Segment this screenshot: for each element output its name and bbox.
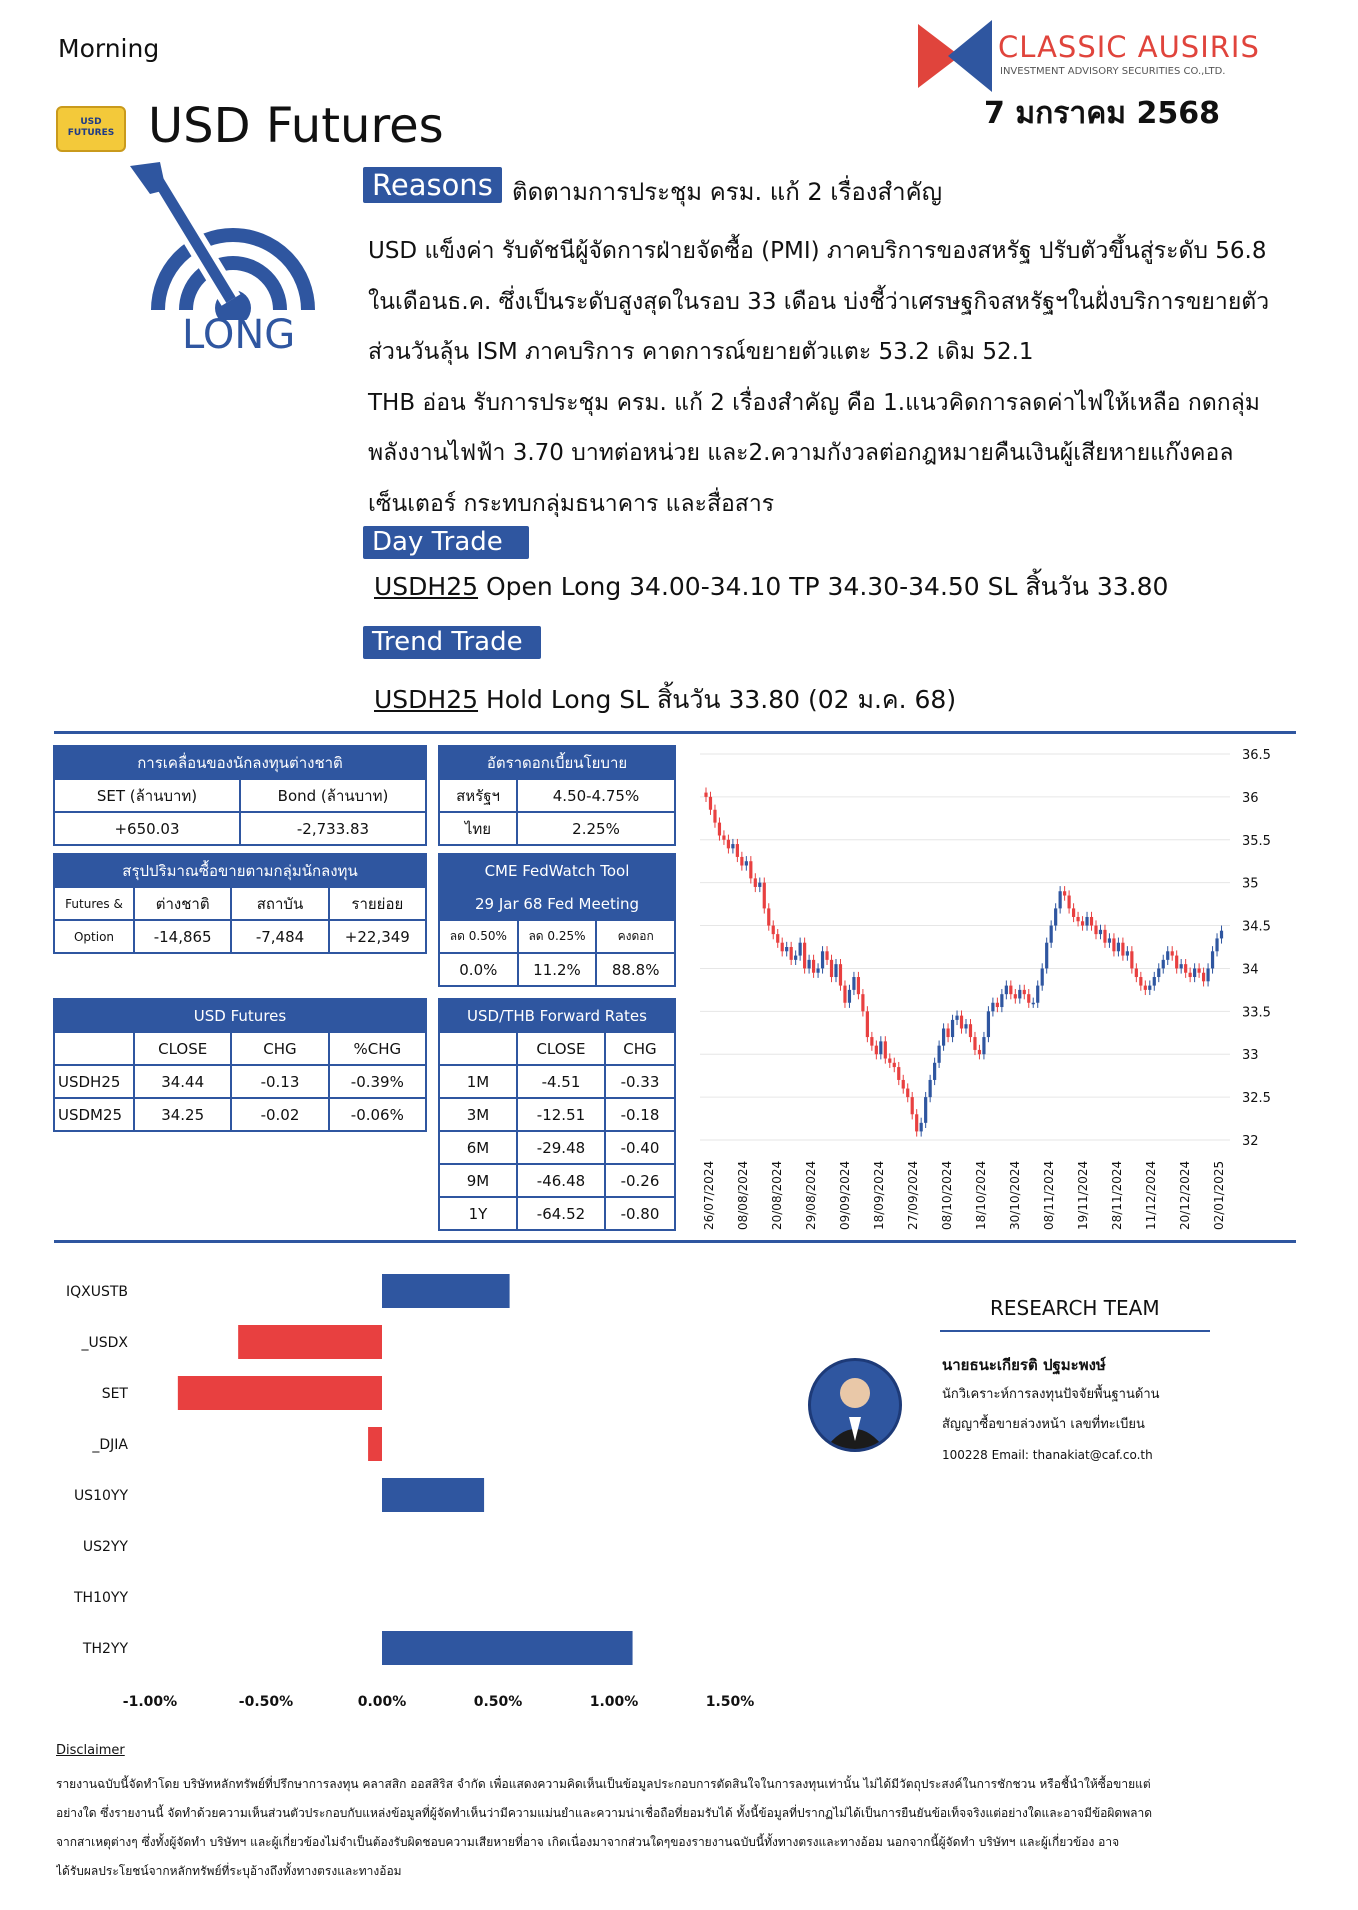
candle-body bbox=[1090, 917, 1093, 926]
investor-summary-col: ต่างชาติ bbox=[134, 887, 231, 920]
candle-body bbox=[1059, 891, 1062, 908]
x-tick-label: 19/11/2024 bbox=[1076, 1160, 1090, 1230]
usd-futures-chg: -0.02 bbox=[231, 1098, 328, 1131]
candle-body bbox=[897, 1067, 900, 1080]
disclaimer-line: ได้รับผลประโยชน์จากหลักทรัพย์ที่ระบุอ้างถึงทั้งทางตรงและทางอ้อม bbox=[56, 1864, 402, 1878]
candle-body bbox=[736, 844, 739, 857]
candle-body bbox=[1148, 986, 1151, 990]
candle-body bbox=[830, 960, 833, 977]
reasons-headline: ติดตามการประชุม ครม. แก้ 2 เรื่องสำคัญ bbox=[512, 178, 943, 206]
policy-rate-us-value: 4.50-4.75% bbox=[517, 779, 675, 812]
usd-futures-close: 34.25 bbox=[134, 1098, 231, 1131]
candle-body bbox=[861, 994, 864, 1011]
bar-category-label: SET bbox=[101, 1386, 128, 1402]
candle-body bbox=[1121, 943, 1124, 956]
candle-body bbox=[875, 1046, 878, 1055]
trend-trade-line bbox=[374, 680, 956, 720]
company-logo bbox=[918, 20, 1278, 92]
candle-body bbox=[982, 1037, 985, 1054]
disclaimer-body bbox=[56, 1770, 1296, 1886]
candle-body bbox=[1009, 986, 1012, 995]
candle-body bbox=[731, 844, 734, 848]
bar bbox=[382, 1274, 510, 1308]
investor-summary-value: +22,349 bbox=[329, 920, 426, 953]
analyst-info bbox=[942, 1350, 1160, 1470]
candle-body bbox=[839, 964, 842, 985]
company-logo-name: CLASSIC AUSIRIS bbox=[998, 30, 1260, 64]
foreign-flow-bond-label: Bond (ล้านบาท) bbox=[240, 779, 426, 812]
candle-body bbox=[951, 1020, 954, 1037]
y-tick-label: 32 bbox=[1242, 1134, 1259, 1149]
candle-body bbox=[758, 883, 761, 887]
candle-body bbox=[1157, 968, 1160, 977]
policy-rate-th-value: 2.25% bbox=[517, 812, 675, 845]
candle-body bbox=[1014, 994, 1017, 998]
candle-body bbox=[1130, 951, 1133, 968]
policy-rate-th-label: ไทย bbox=[439, 812, 517, 845]
candle-body bbox=[1081, 921, 1084, 925]
candle-body bbox=[1139, 977, 1142, 986]
bar-category-label: US2YY bbox=[82, 1539, 128, 1555]
x-tick-label: 1.00% bbox=[589, 1694, 639, 1710]
candle-body bbox=[749, 861, 752, 878]
forward-rates-header: CHG bbox=[605, 1032, 675, 1065]
forward-rates-table bbox=[438, 998, 676, 1231]
research-team-title: RESEARCH TEAM bbox=[990, 1296, 1160, 1320]
x-tick-label: 11/12/2024 bbox=[1144, 1160, 1158, 1230]
forward-tenor: 1M bbox=[439, 1065, 517, 1098]
bar-category-label: US10YY bbox=[73, 1488, 128, 1504]
candle-body bbox=[790, 947, 793, 960]
fedwatch-value: 0.0% bbox=[439, 953, 518, 986]
y-tick-label: 34.5 bbox=[1242, 919, 1271, 935]
candle-body bbox=[1126, 951, 1129, 955]
usd-futures-table bbox=[53, 998, 427, 1132]
y-tick-label: 33 bbox=[1242, 1048, 1259, 1064]
y-tick-label: 36 bbox=[1242, 790, 1259, 806]
candle-body bbox=[1193, 968, 1196, 977]
candle-body bbox=[991, 1003, 994, 1012]
x-tick-label: 20/12/2024 bbox=[1178, 1160, 1192, 1230]
candle-body bbox=[964, 1024, 967, 1028]
bar bbox=[368, 1427, 382, 1461]
x-tick-label: 09/09/2024 bbox=[838, 1160, 852, 1230]
candle-body bbox=[1068, 896, 1071, 909]
company-logo-subtitle: INVESTMENT ADVISORY SECURITIES CO.,LTD. bbox=[1000, 66, 1226, 77]
candle-body bbox=[1189, 973, 1192, 977]
person-icon bbox=[811, 1361, 899, 1449]
x-tick-label: 30/10/2024 bbox=[1008, 1160, 1022, 1230]
day-trade-label: Day Trade bbox=[363, 526, 529, 559]
candle-body bbox=[866, 1011, 869, 1037]
candle-body bbox=[1180, 964, 1183, 968]
fedwatch-value: 88.8% bbox=[596, 953, 675, 986]
y-tick-label: 33.5 bbox=[1242, 1005, 1271, 1021]
disclaimer-line: อย่างใด ซึ่งรายงานนี้ จัดทำด้วยความเห็นส่วนตัวประกอบกับแหล่งข้อมูลที่ผู้จัดทำเห็นว่ามีความแม่นยำและความน่าเชื่อถือที่ยอมรับได้ ทั้งนี้ข้อมูลที่ปรากฏไม่ได้เป็นการยืนยันข้อเท็จจริงแต่อย่างใดและอาจมีข้อผิดพลาด bbox=[56, 1806, 1152, 1820]
candle-body bbox=[969, 1024, 972, 1037]
forward-rates-title: USD/THB Forward Rates bbox=[439, 999, 675, 1032]
foreign-flow-set-value: +650.03 bbox=[54, 812, 240, 845]
target-icon bbox=[128, 160, 318, 320]
x-tick-label: 20/08/2024 bbox=[770, 1160, 784, 1230]
investor-summary-col: รายย่อย bbox=[329, 887, 426, 920]
candle-body bbox=[704, 793, 707, 797]
forward-close: -46.48 bbox=[517, 1164, 605, 1197]
y-tick-label: 34 bbox=[1242, 962, 1259, 978]
candle-body bbox=[799, 943, 802, 956]
reasons-line: THB อ่อน รับการประชุม ครม. แก้ 2 เรื่องสำคัญ คือ 1.แนวคิดการลดค่าไฟให้เหลือ กดกลุ่ม bbox=[368, 389, 1260, 416]
bar-category-label: IQXUSTB bbox=[65, 1284, 128, 1300]
investor-summary-row-label: Option bbox=[54, 920, 134, 953]
candle-body bbox=[938, 1046, 941, 1063]
trend-trade-label: Trend Trade bbox=[363, 626, 541, 659]
usdthb-candlestick-chart bbox=[690, 740, 1310, 1240]
candle-body bbox=[1202, 973, 1205, 982]
reasons-line: ส่วนวันลุ้น ISM ภาคบริการ คาดการณ์ขยายตัวแตะ 53.2 เดิม 52.1 bbox=[368, 339, 1034, 365]
candle-body bbox=[946, 1028, 949, 1037]
candle-body bbox=[1072, 908, 1075, 917]
bar bbox=[238, 1325, 382, 1359]
reasons-line: พลังงานไฟฟ้า 3.70 บาทต่อหน่วย และ2.ความกังวลต่อกฎหมายคืนเงินผู้เสียหายแก๊งคอล bbox=[368, 440, 1234, 466]
usd-futures-header: CLOSE bbox=[134, 1032, 231, 1065]
fedwatch-col: ลด 0.50% bbox=[439, 920, 518, 953]
candle-body bbox=[852, 977, 855, 990]
candle-body bbox=[772, 926, 775, 935]
candle-body bbox=[709, 797, 712, 810]
reasons-label: Reasons bbox=[363, 167, 502, 203]
usd-futures-badge-icon bbox=[56, 106, 126, 152]
foreign-flow-bond-value: -2,733.83 bbox=[240, 812, 426, 845]
candle-body bbox=[722, 835, 725, 839]
investor-summary-col: สถาบัน bbox=[231, 887, 328, 920]
x-tick-label: 0.00% bbox=[357, 1694, 407, 1710]
session-label: Morning bbox=[58, 34, 160, 63]
usd-futures-header: %CHG bbox=[329, 1032, 426, 1065]
day-trade-text: Open Long 34.00-34.10 TP 34.30-34.50 SL สิ้นวัน 33.80 bbox=[478, 572, 1169, 601]
candle-body bbox=[1112, 938, 1115, 951]
candle-body bbox=[942, 1028, 945, 1045]
candle-body bbox=[857, 977, 860, 994]
candle-body bbox=[812, 960, 815, 973]
forward-close: -4.51 bbox=[517, 1065, 605, 1098]
reasons-line: ในเดือนธ.ค. ซึ่งเป็นระดับสูงสุดในรอบ 33 เดือน บ่งชี้ว่าเศรษฐกิจสหรัฐฯในฝั่งบริการขยายตัว bbox=[368, 288, 1270, 315]
candle-body bbox=[1144, 986, 1147, 990]
candle-body bbox=[808, 960, 811, 969]
forward-chg: -0.33 bbox=[605, 1065, 675, 1098]
candle-body bbox=[1023, 990, 1026, 994]
candle-body bbox=[1036, 986, 1039, 1003]
candle-body bbox=[816, 968, 819, 972]
candle-body bbox=[821, 951, 824, 968]
y-tick-label: 35.5 bbox=[1242, 833, 1271, 849]
reasons-line: USD แข็งค่า รับดัชนีผู้จัดการฝ่ายจัดซื้อ (PMI) ภาคบริการของสหรัฐ ปรับตัวขึ้นสู่ระดับ 56.8 bbox=[368, 238, 1267, 264]
forward-chg: -0.40 bbox=[605, 1131, 675, 1164]
candle-body bbox=[1166, 951, 1169, 960]
candle-body bbox=[924, 1097, 927, 1123]
candle-body bbox=[754, 878, 757, 887]
candle-body bbox=[1220, 931, 1223, 939]
candle-body bbox=[920, 1123, 923, 1132]
candle-body bbox=[1000, 994, 1003, 1007]
candle-body bbox=[740, 857, 743, 866]
investor-summary-row-label: Futures & bbox=[54, 887, 134, 920]
candle-body bbox=[1103, 930, 1106, 943]
usd-futures-contract: USDM25 bbox=[54, 1098, 134, 1131]
candle-body bbox=[781, 943, 784, 952]
candle-body bbox=[1184, 964, 1187, 973]
candle-body bbox=[727, 840, 730, 849]
policy-rate-us-label: สหรัฐฯ bbox=[439, 779, 517, 812]
bar bbox=[178, 1376, 382, 1410]
investor-summary-table bbox=[53, 853, 427, 954]
candle-body bbox=[843, 986, 846, 1003]
candle-body bbox=[718, 823, 721, 836]
candle-body bbox=[1135, 968, 1138, 977]
candle-body bbox=[902, 1080, 905, 1089]
candle-body bbox=[803, 943, 806, 969]
candle-body bbox=[1018, 990, 1021, 999]
y-tick-label: 36.5 bbox=[1242, 748, 1271, 763]
candle-body bbox=[776, 934, 779, 943]
candle-body bbox=[1094, 926, 1097, 935]
investor-summary-value: -7,484 bbox=[231, 920, 328, 953]
candle-body bbox=[893, 1063, 896, 1067]
candle-body bbox=[1198, 968, 1201, 972]
candle-body bbox=[745, 861, 748, 865]
x-tick-label: 18/09/2024 bbox=[872, 1160, 886, 1230]
trend-trade-contract: USDH25 bbox=[374, 685, 479, 714]
candle-body bbox=[1175, 956, 1178, 969]
policy-rate-title: อัตราดอกเบี้ยนโยบาย bbox=[439, 746, 675, 779]
fedwatch-value: 11.2% bbox=[518, 953, 597, 986]
candle-body bbox=[1085, 917, 1088, 926]
candle-body bbox=[1162, 960, 1165, 969]
bar-category-label: _USDX bbox=[81, 1335, 128, 1351]
fedwatch-col: คงดอก bbox=[596, 920, 675, 953]
candle-body bbox=[825, 951, 828, 960]
candle-body bbox=[978, 1050, 981, 1054]
bar-category-label: TH2YY bbox=[82, 1641, 128, 1657]
candle-body bbox=[987, 1011, 990, 1037]
candle-body bbox=[763, 883, 766, 909]
policy-rate-table bbox=[438, 745, 676, 846]
company-logo-icon bbox=[918, 20, 992, 92]
candle-body bbox=[879, 1041, 882, 1054]
candle-body bbox=[933, 1063, 936, 1080]
disclaimer-line: จากสาเหตุต่างๆ ซึ่งทั้งผู้จัดทำ บริษัทฯ และผู้เกี่ยวข้องไม่จำเป็นต้องรับผิดชอบความเสียหายที่อาจ เกิดเนื่องมาจากส่วนใดๆของรายงานฉบับนี้ทั้งทางตรงและทางอ้อม นอกจากนี้ผู้จัดทำ บริษัทฯ และผู้เกี่ยวข้อง อาจ bbox=[56, 1835, 1120, 1849]
foreign-flow-set-label: SET (ล้านบาท) bbox=[54, 779, 240, 812]
forward-chg: -0.26 bbox=[605, 1164, 675, 1197]
candle-body bbox=[915, 1114, 918, 1131]
analyst-license: สัญญาซื้อขายล่วงหน้า เลขที่ทะเบียน bbox=[942, 1417, 1145, 1432]
x-tick-label: 18/10/2024 bbox=[974, 1160, 988, 1230]
x-tick-label: 28/11/2024 bbox=[1110, 1160, 1124, 1230]
disclaimer-title: Disclaimer bbox=[56, 1743, 125, 1758]
forward-tenor: 3M bbox=[439, 1098, 517, 1131]
analyst-role: นักวิเคราะห์การลงทุนปัจจัยพื้นฐานด้าน bbox=[942, 1387, 1160, 1402]
bar bbox=[382, 1631, 633, 1665]
candle-body bbox=[713, 810, 716, 823]
investor-summary-title: สรุปปริมาณซื้อขายตามกลุ่มนักลงทุน bbox=[54, 854, 426, 887]
x-tick-label: 08/08/2024 bbox=[736, 1160, 750, 1230]
usd-futures-chg: -0.13 bbox=[231, 1065, 328, 1098]
page-title: USD Futures bbox=[148, 98, 444, 154]
fedwatch-table bbox=[438, 853, 676, 987]
x-tick-label: 29/08/2024 bbox=[804, 1160, 818, 1230]
x-tick-label: 1.50% bbox=[705, 1694, 755, 1710]
candle-body bbox=[955, 1016, 958, 1020]
candle-body bbox=[1099, 930, 1102, 934]
usd-futures-header: CHG bbox=[231, 1032, 328, 1065]
candle-body bbox=[1211, 951, 1214, 968]
usd-futures-pct: -0.39% bbox=[329, 1065, 426, 1098]
candle-body bbox=[1050, 926, 1053, 943]
y-tick-label: 35 bbox=[1242, 876, 1259, 892]
usd-futures-table-title: USD Futures bbox=[54, 999, 426, 1032]
candle-body bbox=[1215, 938, 1218, 951]
candle-body bbox=[973, 1037, 976, 1050]
stance-label: LONG bbox=[182, 312, 296, 358]
candle-body bbox=[996, 1003, 999, 1007]
x-tick-label: 08/10/2024 bbox=[940, 1160, 954, 1230]
investor-summary-value: -14,865 bbox=[134, 920, 231, 953]
analyst-avatar bbox=[808, 1358, 902, 1452]
bar-category-label: TH10YY bbox=[74, 1590, 128, 1606]
candle-body bbox=[848, 990, 851, 1003]
y-tick-label: 32.5 bbox=[1242, 1091, 1271, 1107]
analyst-name: นายธนะเกียรติ ปฐมะพงษ์ bbox=[942, 1356, 1106, 1374]
candle-body bbox=[884, 1041, 887, 1058]
fedwatch-title: CME FedWatch Tool bbox=[439, 854, 675, 887]
market-change-bar-chart bbox=[40, 1250, 800, 1720]
usd-futures-pct: -0.06% bbox=[329, 1098, 426, 1131]
day-trade-line bbox=[374, 567, 1168, 607]
reasons-body bbox=[368, 226, 1328, 529]
bar bbox=[382, 1478, 484, 1512]
day-trade-contract: USDH25 bbox=[374, 572, 479, 601]
candle-body bbox=[1117, 943, 1120, 952]
section-divider bbox=[54, 1240, 1296, 1243]
x-tick-label: 0.50% bbox=[473, 1694, 523, 1710]
reasons-line: เซ็นเตอร์ กระทบกลุ่มธนาคาร และสื่อสาร bbox=[368, 490, 775, 517]
candle-body bbox=[888, 1059, 891, 1063]
candle-body bbox=[1054, 908, 1057, 925]
foreign-flow-table bbox=[53, 745, 427, 846]
candle-body bbox=[906, 1089, 909, 1098]
candle-body bbox=[1108, 938, 1111, 942]
usd-futures-close: 34.44 bbox=[134, 1065, 231, 1098]
research-title-underline bbox=[940, 1330, 1210, 1332]
forward-close: -29.48 bbox=[517, 1131, 605, 1164]
report-date: 7 มกราคม 2568 bbox=[984, 96, 1221, 131]
candle-body bbox=[785, 947, 788, 951]
candle-body bbox=[1063, 891, 1066, 895]
forward-tenor: 9M bbox=[439, 1164, 517, 1197]
foreign-flow-title: การเคลื่อนของนักลงทุนต่างชาติ bbox=[54, 746, 426, 779]
candle-body bbox=[1005, 986, 1008, 995]
usd-futures-badge-text: USD FUTURES bbox=[67, 117, 115, 138]
x-tick-label: -1.00% bbox=[122, 1694, 178, 1710]
candle-body bbox=[1153, 977, 1156, 986]
fedwatch-col: ลด 0.25% bbox=[518, 920, 597, 953]
forward-tenor: 1Y bbox=[439, 1197, 517, 1230]
usd-futures-contract: USDH25 bbox=[54, 1065, 134, 1098]
bar-category-label: _DJIA bbox=[92, 1437, 128, 1453]
analyst-contact: 100228 Email: thanakiat@caf.co.th bbox=[942, 1448, 1153, 1462]
x-tick-label: 27/09/2024 bbox=[906, 1160, 920, 1230]
trend-trade-text: Hold Long SL สิ้นวัน 33.80 (02 ม.ค. 68) bbox=[478, 685, 957, 714]
candle-body bbox=[1171, 951, 1174, 955]
x-tick-label: 08/11/2024 bbox=[1042, 1160, 1056, 1230]
forward-tenor: 6M bbox=[439, 1131, 517, 1164]
candle-body bbox=[1206, 968, 1209, 981]
candle-body bbox=[1032, 1003, 1035, 1005]
candle-body bbox=[1045, 943, 1048, 969]
fedwatch-meeting: 29 Jar 68 Fed Meeting bbox=[439, 887, 675, 920]
candle-body bbox=[911, 1097, 914, 1114]
forward-rates-header: CLOSE bbox=[517, 1032, 605, 1065]
candle-body bbox=[1027, 994, 1030, 1003]
x-tick-label: 26/07/2024 bbox=[702, 1160, 716, 1230]
candle-body bbox=[794, 956, 797, 960]
x-tick-label: 02/01/2025 bbox=[1212, 1160, 1226, 1230]
forward-close: -64.52 bbox=[517, 1197, 605, 1230]
candle-body bbox=[834, 964, 837, 977]
section-divider bbox=[54, 731, 1296, 734]
candle-body bbox=[929, 1080, 932, 1097]
forward-close: -12.51 bbox=[517, 1098, 605, 1131]
x-tick-label: -0.50% bbox=[238, 1694, 294, 1710]
candle-body bbox=[767, 908, 770, 925]
candle-body bbox=[1041, 968, 1044, 985]
candle-body bbox=[960, 1016, 963, 1029]
candle-body bbox=[870, 1037, 873, 1046]
candle-body bbox=[1076, 917, 1079, 921]
forward-chg: -0.80 bbox=[605, 1197, 675, 1230]
disclaimer-line: รายงานฉบับนี้จัดทำโดย บริษัทหลักทรัพย์ที่ปรึกษาการลงทุน คลาสสิก ออสสิริส จำกัด เพื่อแสดงความคิดเห็นเป็นข้อมูลประกอบการตัดสินใจในการลงทุนเท่านั้น ไม่ได้มีวัตถุประสงค์ในการชักชวน หรือชี้นำให้ซื้อขายแต่ bbox=[56, 1777, 1151, 1791]
forward-chg: -0.18 bbox=[605, 1098, 675, 1131]
